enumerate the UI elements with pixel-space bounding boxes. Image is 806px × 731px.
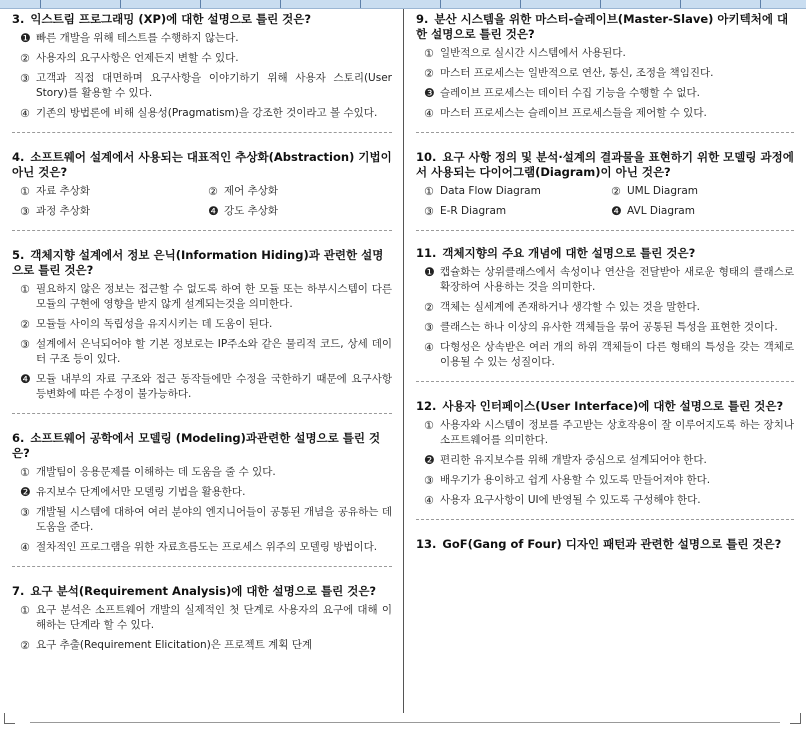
question-text: 분산 시스템을 위한 마스터-슬레이브(Master-Slave) 아키텍처에 대한 설명으로 틀린 것은? xyxy=(416,12,789,41)
question-block xyxy=(416,243,794,382)
question-number: 3. xyxy=(12,12,25,26)
answer-option xyxy=(424,340,794,370)
answer-marker-selected: ❸ xyxy=(424,86,435,100)
ruler-tick xyxy=(520,0,521,8)
question-text: 소프트웨어 설계에서 사용되는 대표적인 추상화(Abstraction) 기법이 아닌 것은? xyxy=(12,150,392,179)
answer-marker-selected: ❹ xyxy=(611,204,622,218)
option-text: 유지보수 단계에서만 모델링 기법을 활용한다. xyxy=(36,486,246,498)
option-text: 개발팀이 응용문제를 이해하는 데 도움을 줄 수 있다. xyxy=(36,466,276,478)
answer-marker: ③ xyxy=(20,338,30,351)
option-text: 슬레이브 프로세스는 데이터 수집 기능을 수행할 수 없다. xyxy=(440,87,700,99)
option-list xyxy=(416,414,794,519)
answer-option xyxy=(20,204,204,219)
document-page xyxy=(0,9,806,731)
question-block xyxy=(12,428,392,567)
answer-option xyxy=(20,106,392,121)
answer-option xyxy=(208,204,392,219)
option-list xyxy=(416,261,794,381)
question-block xyxy=(416,9,794,133)
answer-marker-selected: ❶ xyxy=(424,265,435,279)
ruler-tick xyxy=(680,0,681,8)
answer-option xyxy=(424,66,794,81)
question-block xyxy=(416,534,794,552)
answer-marker: ③ xyxy=(424,474,434,487)
option-text: UML Diagram xyxy=(627,185,699,197)
option-text: 모듈들 사이의 독립성을 유지시키는 데 도움이 된다. xyxy=(36,318,273,330)
answer-option xyxy=(424,453,794,468)
answer-marker: ② xyxy=(20,318,30,331)
left-column xyxy=(12,9,392,664)
answer-option xyxy=(20,638,392,653)
question-text: 객체지향의 주요 개념에 대한 설명으로 틀린 것은? xyxy=(442,246,696,260)
answer-option xyxy=(424,265,794,295)
question-number: 11. xyxy=(416,246,437,260)
answer-marker: ③ xyxy=(424,205,434,218)
option-list xyxy=(416,180,794,230)
question-number: 12. xyxy=(416,399,437,413)
question-title xyxy=(12,9,392,27)
option-text: 요구 추출(Requirement Elicitation)은 프로젝트 계획 단계 xyxy=(36,639,313,651)
option-text: Data Flow Diagram xyxy=(440,185,541,197)
question-text: 객체지향 설계에서 정보 은닉(Information Hiding)과 관련한 설명으로 틀린 것은? xyxy=(12,248,384,277)
option-text: E-R Diagram xyxy=(440,205,507,217)
question-number: 4. xyxy=(12,150,25,164)
answer-option xyxy=(20,51,392,66)
column-divider xyxy=(403,9,404,713)
answer-option xyxy=(20,184,204,199)
answer-marker-selected: ❹ xyxy=(20,372,31,386)
answer-option xyxy=(20,31,392,46)
answer-option xyxy=(611,204,794,219)
question-block xyxy=(12,9,392,133)
option-text: 제어 추상화 xyxy=(224,185,279,197)
answer-marker-selected: ❷ xyxy=(424,453,435,467)
answer-option xyxy=(424,86,794,101)
question-title xyxy=(416,9,794,42)
question-number: 7. xyxy=(12,584,25,598)
answer-marker: ④ xyxy=(424,494,434,507)
question-block xyxy=(416,396,794,520)
answer-option xyxy=(424,46,794,61)
answer-option xyxy=(208,184,392,199)
option-text: 자료 추상화 xyxy=(36,185,91,197)
option-text: 일반적으로 실시간 시스템에서 사용된다. xyxy=(440,47,626,59)
answer-marker: ④ xyxy=(424,107,434,120)
answer-option xyxy=(20,540,392,555)
answer-option xyxy=(20,372,392,402)
option-text: 과정 추상화 xyxy=(36,205,91,217)
option-text: 요구 분석은 소프트웨어 개발의 실제적인 첫 단계로 사용자의 요구에 대해 이해하는 단계라 할 수 있다. xyxy=(36,604,392,631)
answer-marker: ② xyxy=(611,185,621,198)
option-text: 편리한 유지보수를 위해 개발자 중심으로 설계되어야 한다. xyxy=(440,454,707,466)
question-title xyxy=(12,581,392,599)
option-text: 설계에서 은닉되어야 할 기본 정보로는 IP주소와 같은 물리적 코드, 상세 데이터 구조 등이 있다. xyxy=(36,338,392,365)
option-text: 모듈 내부의 자료 구조와 접근 동작들에만 수정을 국한하기 때문에 요구사항 등변화에 따른 수정이 불가능하다. xyxy=(36,373,392,400)
question-number: 9. xyxy=(416,12,429,26)
answer-option xyxy=(424,493,794,508)
answer-marker-selected: ❶ xyxy=(20,31,31,45)
answer-option xyxy=(424,320,794,335)
question-title xyxy=(416,147,794,180)
page-corner-mark-right xyxy=(790,713,801,724)
question-number: 10. xyxy=(416,150,437,164)
question-block xyxy=(12,147,392,231)
option-list xyxy=(416,42,794,132)
answer-option xyxy=(611,184,794,199)
ruler-tick xyxy=(760,0,761,8)
option-text: 객체는 실세계에 존재하거나 생각할 수 있는 것을 말한다. xyxy=(440,301,700,313)
ruler-tick xyxy=(200,0,201,8)
option-text: 빠른 개발을 위해 테스트를 수행하지 않는다. xyxy=(36,32,239,44)
question-text: 소프트웨어 공학에서 모델링 (Modeling)과관련한 설명으로 틀린 것은? xyxy=(12,431,381,460)
ruler-tick xyxy=(40,0,41,8)
answer-marker: ① xyxy=(20,283,30,296)
question-text: 요구 사항 정의 및 분석·설계의 결과물을 표현하기 위한 모델링 과정에서 사용되는 다이어그램(Diagram)이 아닌 것은? xyxy=(416,150,794,179)
option-list xyxy=(12,278,392,413)
question-title xyxy=(416,534,794,552)
answer-marker-selected: ❹ xyxy=(208,204,219,218)
answer-marker: ① xyxy=(424,419,434,432)
answer-marker: ③ xyxy=(424,321,434,334)
question-title xyxy=(416,396,794,414)
answer-option xyxy=(20,317,392,332)
question-title xyxy=(416,243,794,261)
answer-marker: ④ xyxy=(20,107,30,120)
answer-marker: ① xyxy=(20,185,30,198)
page-corner-mark-left xyxy=(4,713,15,724)
answer-marker: ④ xyxy=(20,541,30,554)
answer-option xyxy=(424,473,794,488)
question-number: 13. xyxy=(416,537,437,551)
ruler-tick xyxy=(360,0,361,8)
answer-marker: ② xyxy=(20,52,30,65)
question-block xyxy=(416,147,794,231)
question-number: 5. xyxy=(12,248,25,262)
answer-marker: ③ xyxy=(20,205,30,218)
question-text: 요구 분석(Requirement Analysis)에 대한 설명으로 틀린 것은? xyxy=(30,584,377,598)
question-text: 익스트림 프로그래밍 (XP)에 대한 설명으로 틀린 것은? xyxy=(30,12,312,26)
option-list xyxy=(12,461,392,566)
answer-marker: ② xyxy=(424,301,434,314)
answer-option xyxy=(424,418,794,448)
answer-option xyxy=(424,184,607,199)
page-bottom-rule xyxy=(30,722,780,723)
answer-marker: ③ xyxy=(20,506,30,519)
answer-marker: ① xyxy=(424,47,434,60)
question-text: 사용자 인터페이스(User Interface)에 대한 설명으로 틀린 것은? xyxy=(442,399,784,413)
option-text: 기존의 방법론에 비해 실용성(Pragmatism)을 강조한 것이라고 볼 수있다. xyxy=(36,107,378,119)
option-text: 개발될 시스템에 대하여 여러 분야의 엔지니어들이 공통된 개념을 공유하는 데 도움을 준다. xyxy=(36,506,392,533)
option-text: 절차적인 프로그램을 위한 자료흐름도는 프로세스 위주의 모델링 방법이다. xyxy=(36,541,378,553)
option-text: 캡슐화는 상위클래스에서 속성이나 연산을 전달받아 새로운 형태의 클래스로 확장하여 사용하는 것을 의미한다. xyxy=(440,266,794,293)
answer-option xyxy=(424,106,794,121)
answer-marker-selected: ❷ xyxy=(20,485,31,499)
answer-marker: ④ xyxy=(424,341,434,354)
option-text: 클래스는 하나 이상의 유사한 객체들을 묶어 공통된 특성을 표현한 것이다. xyxy=(440,321,778,333)
answer-marker: ③ xyxy=(20,72,30,85)
question-block xyxy=(12,581,392,664)
option-text: 마스터 프로세스는 일반적으로 연산, 통신, 조정을 책임진다. xyxy=(440,67,714,79)
option-text: 다형성은 상속받은 여러 개의 하위 객체들이 다른 형태의 특성을 갖는 객체로 이용될 수 있는 성질이다. xyxy=(440,341,794,368)
right-column xyxy=(416,9,794,552)
question-title xyxy=(12,245,392,278)
answer-marker: ① xyxy=(20,604,30,617)
ruler-tick xyxy=(120,0,121,8)
option-text: 강도 추상화 xyxy=(224,205,279,217)
option-text: 배우기가 용이하고 쉽게 사용할 수 있도록 만들어져야 한다. xyxy=(440,474,711,486)
answer-option xyxy=(20,337,392,367)
answer-option xyxy=(424,204,607,219)
option-text: AVL Diagram xyxy=(627,205,695,217)
answer-marker: ② xyxy=(424,67,434,80)
ruler-bar xyxy=(0,0,806,9)
option-list xyxy=(12,180,392,230)
option-list xyxy=(12,27,392,132)
answer-marker: ① xyxy=(424,185,434,198)
question-text: GoF(Gang of Four) 디자인 패턴과 관련한 설명으로 틀린 것은? xyxy=(442,537,782,551)
question-number: 6. xyxy=(12,431,25,445)
answer-option xyxy=(20,71,392,101)
option-text: 필요하지 않은 정보는 접근할 수 없도록 하여 한 모듈 또는 하부시스템이 다른 모듈의 구현에 영향을 받지 않게 설계되는것을 의미한다. xyxy=(36,283,392,310)
option-text: 사용자의 요구사항은 언제든지 변할 수 있다. xyxy=(36,52,239,64)
ruler-tick xyxy=(440,0,441,8)
answer-option xyxy=(20,282,392,312)
option-text: 고객과 직접 대면하며 요구사항을 이야기하기 위해 사용자 스토리(User Story)를 활용할 수 있다. xyxy=(36,72,392,99)
answer-marker: ② xyxy=(20,639,30,652)
answer-marker: ② xyxy=(208,185,218,198)
answer-option xyxy=(20,505,392,535)
option-text: 마스터 프로세스는 슬레이브 프로세스들을 제어할 수 있다. xyxy=(440,107,707,119)
answer-option xyxy=(20,465,392,480)
question-block xyxy=(12,245,392,414)
answer-option xyxy=(424,300,794,315)
ruler-tick xyxy=(280,0,281,8)
option-text: 사용자와 시스템이 정보를 주고받는 상호작용이 잘 이루어지도록 하는 장치나 소프트웨어를 의미한다. xyxy=(440,419,794,446)
answer-option xyxy=(20,485,392,500)
question-title xyxy=(12,428,392,461)
option-list xyxy=(12,599,392,664)
answer-option xyxy=(20,603,392,633)
ruler-tick xyxy=(600,0,601,8)
answer-marker: ① xyxy=(20,466,30,479)
question-title xyxy=(12,147,392,180)
option-text: 사용자 요구사항이 UI에 반영될 수 있도록 구성해야 한다. xyxy=(440,494,701,506)
